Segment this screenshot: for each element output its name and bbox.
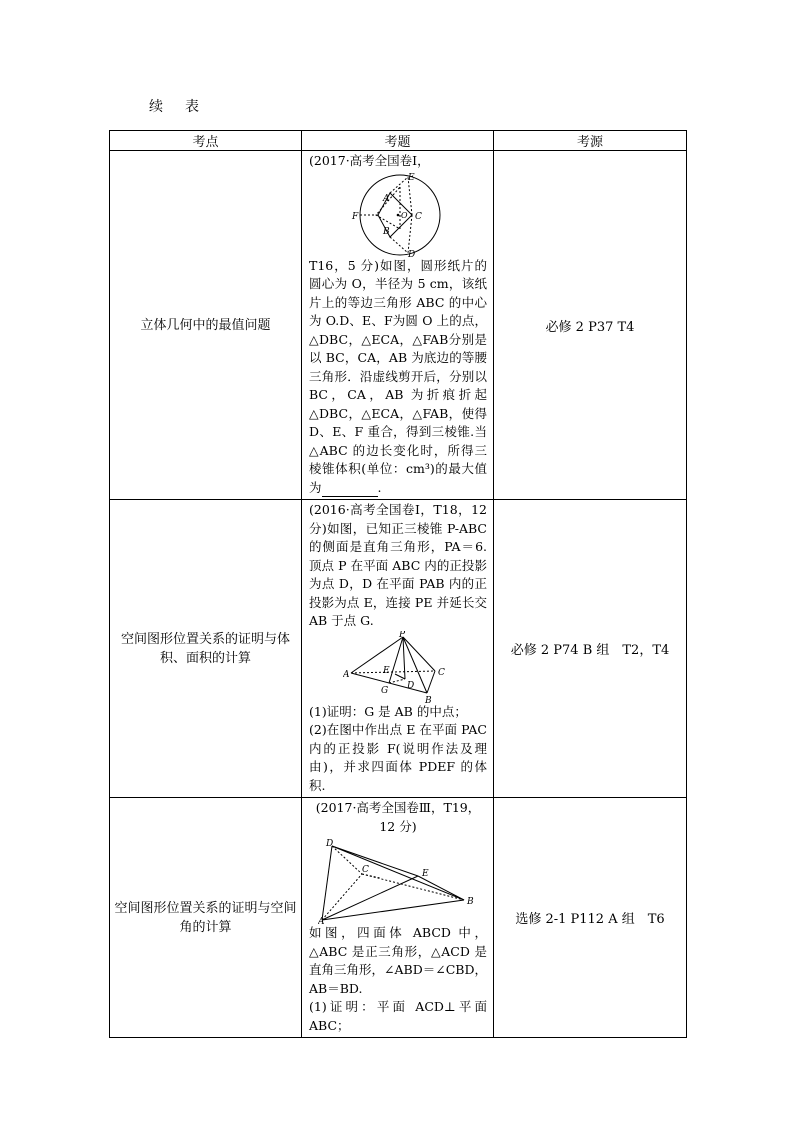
question-part-1: (1)证明：平面 ACD⊥平面 ABC；	[309, 999, 487, 1033]
question-cell	[302, 798, 494, 1038]
topic-cell: 立体几何中的最值问题	[110, 151, 302, 500]
header-source: 考源	[494, 131, 687, 151]
table-row	[110, 798, 687, 1038]
source-cell: 选修 2-1 P112 A 组 T6	[494, 798, 687, 1038]
question-cell	[302, 500, 494, 798]
header-topic: 考点	[110, 131, 302, 151]
fig1-label-b: B	[383, 226, 390, 237]
fig1-label-f: F	[352, 211, 359, 222]
fig1-label-c: C	[415, 211, 422, 222]
question-text: T16，5 分)如图，圆形纸片的圆心为 O，半径为 5 cm，该纸片上的等边三角形 ABC 的中心为 O.D、E、F为圆 O 上的点，△DBC，△ECA，△FAB分别是以 BC，CA，AB 为底边的等腰三角形．沿虚线剪开后，分别以 BC，CA，AB 为折痕折起△DBC，△ECA，△FAB，使得 D、E、F 重合，得到三棱锥.当△ABC 的边长变化时，所得三棱锥体积(单位：cm³)的最大值为	[309, 257, 487, 495]
header-question: 考题	[302, 131, 494, 151]
tetrahedron-figure	[318, 836, 478, 924]
answer-blank	[322, 484, 378, 497]
fig3-label-d: D	[326, 839, 334, 849]
fig1-label-e: E	[408, 172, 415, 183]
table-caption: 续 表	[149, 99, 203, 115]
fig2-label-p: P	[399, 630, 406, 640]
source-cell: 必修 2 P37 T4	[494, 151, 687, 500]
fig3-label-e: E	[422, 869, 429, 879]
table-row	[110, 500, 687, 798]
topic-cell: 空间图形位置关系的证明与空间角的计算	[110, 798, 302, 1038]
fig1-label-a: A	[383, 193, 390, 204]
fig1-label-d: D	[408, 249, 416, 257]
fig2-label-d: D	[407, 680, 415, 691]
exam-source-table	[109, 130, 687, 1038]
question-text: 如图，四面体 ABCD 中，△ABC 是正三角形，△ACD 是直角三角形，∠ABD＝∠CBD，AB＝BD.	[309, 925, 487, 996]
source-cell: 必修 2 P74 B 组 T2，T4	[494, 500, 687, 798]
fig3-label-a: A	[318, 917, 325, 924]
question-cell: (2017·高考全国卷Ⅰ， E A O C F B D T16，5 分)如图，圆形纸片的圆心为 O，半径为 5 cm，该纸片上的等边三角形 ABC 的中心为 O.D、E、F为圆 O 上的点，△DBC，△ECA，△FAB分别是以 BC，CA，AB 为底边的等腰三角形．沿虚线剪开后，分别以 BC，CA，AB 为折痕折起△DBC，△ECA，△FAB，使得 D、E、F 重合，得到三棱锥.当△ABC 的边长变化时，所得三棱锥体积(单位：cm³)的最大值为 .	[302, 151, 494, 500]
question-part-1: (1)证明：G 是 AB 的中点；	[309, 703, 467, 719]
fig2-label-c: C	[438, 667, 445, 678]
fig2-label-e: E	[383, 665, 390, 676]
fig1-label-o: O	[401, 210, 408, 220]
circle-triangle-figure	[338, 171, 458, 257]
fig3-label-b: B	[467, 897, 474, 907]
fig3-label-c: C	[362, 865, 369, 875]
table-header-row	[110, 131, 687, 151]
topic-cell: 空间图形位置关系的证明与体积、面积的计算	[110, 500, 302, 798]
question-source-line: (2017·高考全国卷Ⅰ，	[309, 153, 430, 168]
question-part-2: (2)在图中作出点 E 在平面 PAC 内的正投影 F(说明作法及理由)，并求四面体 PDEF 的体积.	[309, 722, 487, 793]
fig2-label-g: G	[381, 685, 389, 696]
question-source-line: (2017·高考全国卷Ⅲ，T19，12 分)	[315, 800, 481, 834]
fig2-label-b: B	[425, 695, 432, 703]
table-row	[110, 151, 687, 500]
pyramid-figure	[343, 631, 453, 703]
fig2-label-a: A	[343, 669, 350, 680]
question-text: (2016·高考全国卷Ⅰ，T18，12 分)如图，已知正三棱锥 P-ABC 的侧面是直角三角形，PA＝6.顶点 P 在平面 ABC 内的正投影为点 D，D 在平面 PAB 内的正投影为点 E，连接 PE 并延长交 AB 于点 G.	[309, 502, 487, 628]
